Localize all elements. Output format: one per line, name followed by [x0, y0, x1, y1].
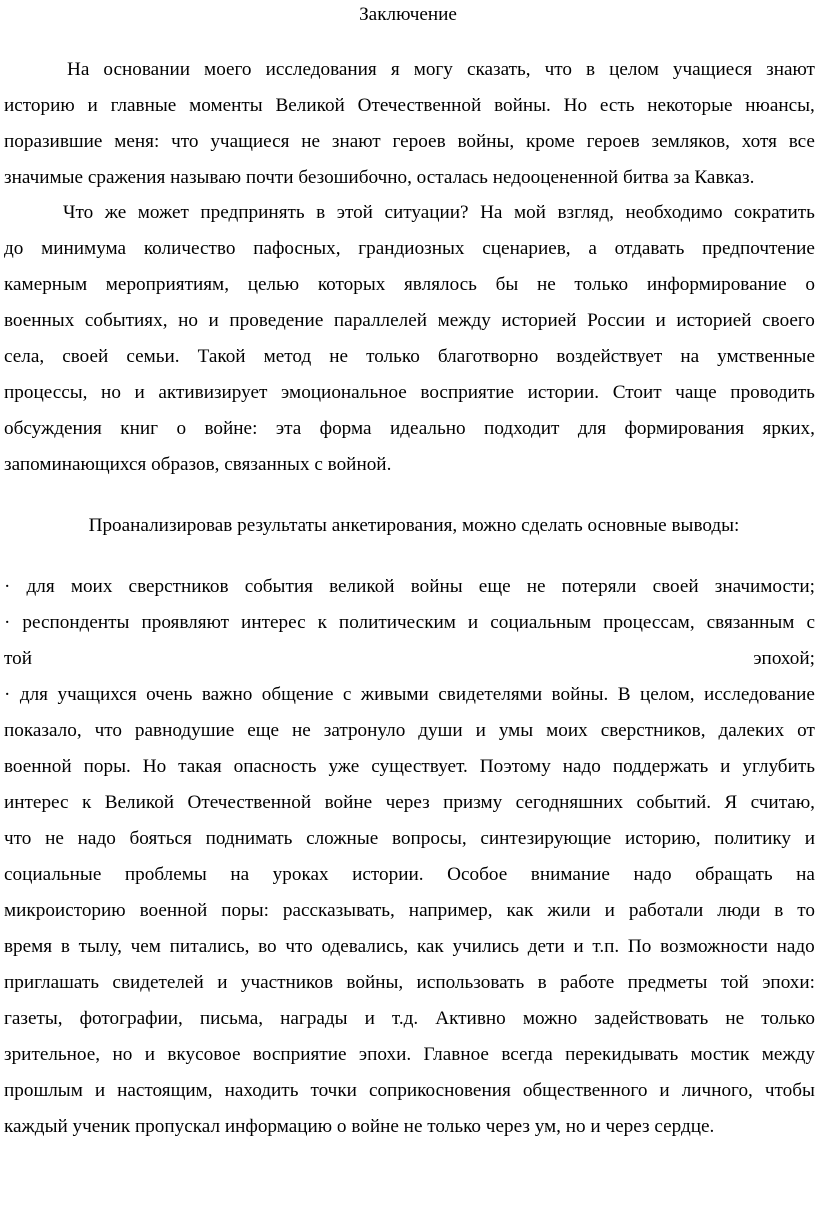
text-line: микроисторию военной поры: рассказывать, например, как жили и работали люди в то — [4, 900, 815, 921]
text-line: до минимума количество пафосных, грандиозных сценариев, а отдавать предпочтение — [4, 238, 815, 259]
text-line: обсуждения книг о войне: эта форма идеально подходит для формирования ярких, — [4, 418, 815, 439]
text-line: Что же может предпринять в этой ситуации? На мой взгляд, необходимо сократить — [63, 202, 815, 223]
text-line: села, своей семьи. Такой метод не только благотворно воздействует на умственные — [4, 346, 815, 367]
bullet-line: · респонденты проявляют интерес к политическим и социальным процессам, связанным с — [4, 612, 815, 633]
text-line: зрительное, но и вкусовое восприятие эпохи. Главное всегда перекидывать мостик между — [4, 1044, 815, 1065]
text-line: интерес к Великой Отечественной войне через призму сегодняшних событий. Я считаю, — [4, 792, 815, 813]
bullet-line: · для учащихся очень важно общение с живыми свидетелями войны. В целом, исследование — [4, 684, 815, 705]
bullet-line: той эпохой; — [4, 648, 815, 669]
text-line: социальные проблемы на уроках истории. Особое внимание надо обращать на — [4, 864, 815, 885]
text-line: военных событиях, но и проведение параллелей между историей России и историей своего — [4, 310, 815, 331]
text-line: газеты, фотографии, письма, награды и т.д. Активно можно задействовать не только — [4, 1008, 815, 1029]
text-line: показало, что равнодушие еще не затронуло души и умы моих сверстников, далеких от — [4, 720, 815, 741]
text-line: поразившие меня: что учащиеся не знают героев войны, кроме героев земляков, хотя все — [4, 131, 815, 152]
text-line: значимые сражения называю почти безошибочно, осталась недооцененной битва за Кавказ. — [4, 167, 755, 188]
text-line: приглашать свидетелей и участников войны, использовать в работе предметы той эпохи: — [4, 972, 815, 993]
text-line: военной поры. Но такая опасность уже существует. Поэтому надо поддержать и углубить — [4, 756, 815, 777]
text-line: камерным мероприятиям, целью которых являлось бы не только информирование о — [4, 274, 815, 295]
text-line: что не надо бояться поднимать сложные вопросы, синтезирующие историю, политику и — [4, 828, 815, 849]
text-line: каждый ученик пропускал информацию о войне не только через ум, но и через сердце. — [4, 1116, 715, 1137]
text-line: историю и главные моменты Великой Отечественной войны. Но есть некоторые нюансы, — [4, 95, 815, 116]
text-line: прошлым и настоящим, находить точки соприкосновения общественного и личного, чтобы — [4, 1080, 815, 1101]
document-title: Заключение — [359, 4, 457, 25]
text-line: На основании моего исследования я могу сказать, что в целом учащиеся знают — [67, 59, 815, 80]
conclusions-intro: Проанализировав результаты анкетирования, можно сделать основные выводы: — [88, 515, 740, 536]
text-line: время в тылу, чем питались, во что одевались, как учились дети и т.п. По возможности надо — [4, 936, 815, 957]
text-line: запоминающихся образов, связанных с войной. — [4, 454, 392, 475]
text-line: процессы, но и активизирует эмоциональное восприятие истории. Стоит чаще проводить — [4, 382, 815, 403]
bullet-line: · для моих сверстников события великой войны еще не потеряли своей значимости; — [4, 576, 815, 597]
